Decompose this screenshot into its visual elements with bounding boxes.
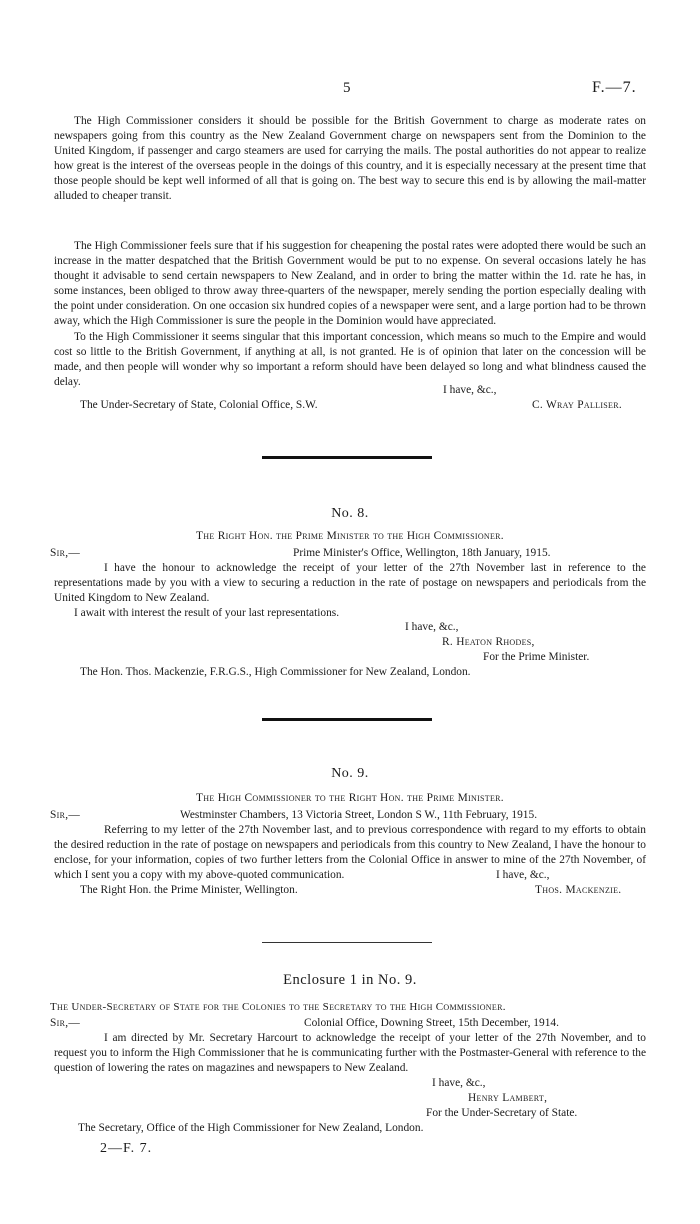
closing: I have, &c., — [432, 1077, 486, 1089]
signature: Henry Lambert, — [468, 1092, 548, 1104]
body-paragraph: I am directed by Mr. Secretary Harcourt to acknowledge the receipt of your letter of the 27th November, and to request you to inform the High Commissioner that he is communicating further with the Postmaster-General with reference to the question of lowering the rates on magazines and newspapers to New Zealand. — [54, 1032, 646, 1074]
closing: I have, &c., — [443, 384, 497, 396]
letter-heading: No. 8. — [331, 506, 369, 521]
salutation: Sir,— — [50, 809, 81, 821]
letter-from-to: The High Commissioner to the Right Hon. the Prime Minister. — [196, 792, 504, 804]
section-divider — [262, 942, 432, 943]
salutation: Sir,— — [50, 547, 81, 559]
signature-role: For the Under-Secretary of State. — [426, 1107, 578, 1119]
dateline: Colonial Office, Downing Street, 15th December, 1914. — [304, 1017, 559, 1029]
addressee: The Hon. Thos. Mackenzie, F.R.G.S., High Commissioner for New Zealand, London. — [80, 666, 471, 678]
signature: R. Heaton Rhodes, — [442, 636, 535, 648]
body-paragraph: The High Commissioner considers it should be possible for the British Government to charge as moderate rates on newspapers going from this country as the New Zealand Government charge on newspapers sent from the Dominion to the United Kingdom, if passenger and cargo steamers are used for carrying the mails. The postal authorities do not appear to realize how great is the interest of the overseas people in the doings of this country, and it is especially necessary at the present time that those people should be kept well informed of all that is going on. The best way to secure this end is by allowing the mail-matter alluded to cheaper transit. — [54, 115, 646, 202]
letter-from-to: The Right Hon. the Prime Minister to the High Commissioner. — [196, 530, 504, 542]
addressee: The Under-Secretary of State, Colonial Office, S.W. — [80, 399, 318, 411]
signature-role: For the Prime Minister. — [483, 651, 590, 663]
section-divider — [262, 456, 432, 459]
body-paragraph: Referring to my letter of the 27th November last, and to previous correspondence with regard to my efforts to obtain the desired reduction in the rate of postage on newspapers and periodicals from this country to New Zealand, I have the honour to enclose, for your information, copies of two further letters from the Colonial Office in answer to mine of the 27th November, of which I sent you a copy with my above-quoted communication. — [54, 824, 646, 881]
salutation: Sir,— — [50, 1017, 81, 1029]
addressee: The Right Hon. the Prime Minister, Wellington. — [80, 884, 298, 896]
body-paragraph: The High Commissioner feels sure that if his suggestion for cheapening the postal rates were adopted there would be such an increase in the matter despatched that the British Government would be put to no expense. On several occasions lately he has thought it advisable to send certain newspapers to New Zealand, and in order to bring the matter within the 1d. rate he has, in some instances, been obliged to throw away three-quarters of the newspaper, merely sending the portion especially dealing with the point under consideration. On one occasion six hundred copies of a newspaper were sent, and a large portion had to be thrown away, which the High Commissioner is sure the people in the Dominion would have appreciated. — [54, 240, 646, 327]
document-reference: F.—7. — [592, 79, 637, 96]
page-number: 5 — [343, 80, 351, 96]
dateline: Westminster Chambers, 13 Victoria Street, London S W., 11th February, 1915. — [180, 809, 538, 821]
closing: I have, &c., — [496, 869, 550, 881]
dateline: Prime Minister's Office, Wellington, 18th January, 1915. — [293, 547, 551, 559]
body-paragraph: I await with interest the result of your last representations. — [74, 607, 340, 619]
signature: C. Wray Palliser. — [532, 399, 623, 411]
addressee: The Secretary, Office of the High Commissioner for New Zealand, London. — [78, 1122, 424, 1134]
body-paragraph: To the High Commissioner it seems singular that this important concession, which means so much to the Empire and would cost so little to the British Government, if anything at all, is not granted. He is of opinion that later on the concession will be made, and then people will wonder why so important a reform should have been delayed so long and what blindness caused the delay. — [54, 331, 646, 388]
closing: I have, &c., — [405, 621, 459, 633]
body-paragraph: I have the honour to acknowledge the receipt of your letter of the 27th November last in reference to the representations made by you with a view to securing a reduction in the rate of postage on newspapers and periodicals from the United Kingdom to New Zealand. — [54, 562, 646, 604]
enclosure-heading: Enclosure 1 in No. 9. — [283, 972, 417, 988]
section-divider — [262, 718, 432, 721]
printer-signature-mark: 2—F. 7. — [100, 1141, 153, 1156]
signature: Thos. Mackenzie. — [535, 884, 622, 896]
letter-heading: No. 9. — [331, 766, 369, 781]
letter-from-to: The Under-Secretary of State for the Colonies to the Secretary to the High Commissioner. — [50, 1001, 506, 1013]
